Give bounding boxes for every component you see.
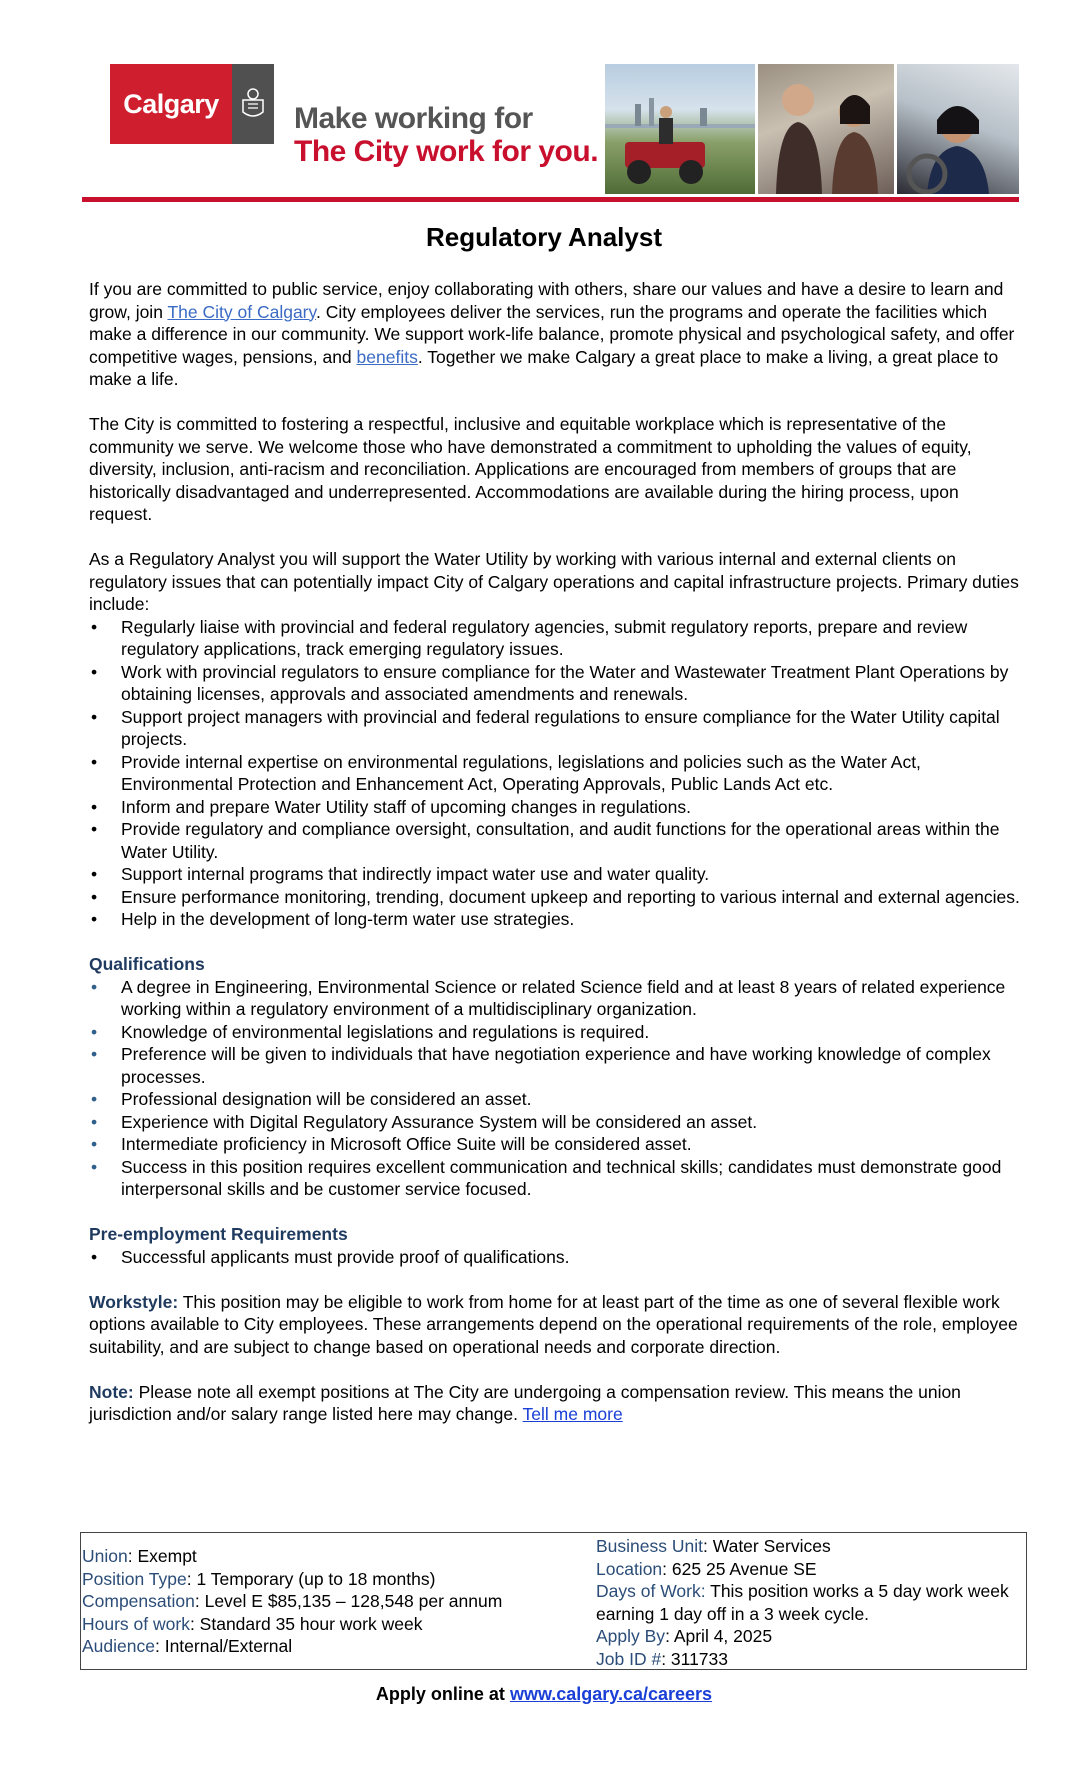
location-row: Location: 625 25 Avenue SE	[596, 1558, 817, 1579]
list-item: • Support project managers with provincial and federal regulations to ensure compliance for the Water Utility capital projects.	[91, 706, 1000, 749]
list-item: • Ensure performance monitoring, trending, document upkeep and reporting to various internal and external agencies.	[91, 886, 1020, 907]
pre-employment-list	[89, 1246, 1023, 1269]
list-item: • Experience with Digital Regulatory Assurance System will be considered an asset.	[91, 1111, 758, 1132]
days-of-work-row: Days of Work: This position works a 5 day work week earning 1 day off in a 3 week cycle.	[596, 1581, 1009, 1624]
pre-employment-heading: Pre-employment Requirements	[89, 1224, 348, 1244]
list-item: • Intermediate proficiency in Microsoft Office Suite will be considered asset.	[91, 1134, 692, 1154]
list-item: • Work with provincial regulators to ensure compliance for the Water and Wastewater Treatment Plant Operations by obtaining licenses, approvals and associated amendments and renewals.	[91, 661, 1009, 704]
job-details-right	[596, 1535, 1016, 1670]
intro-paragraph-3: As a Regulatory Analyst you will support the Water Utility by working with various internal and external clients on regulatory issues that can potentially impact City of Calgary operations and capital infrastructure projects. Primary duties include:	[89, 549, 1019, 614]
list-item: • Provide regulatory and compliance oversight, consultation, and audit functions for the operational areas within the Water Utility.	[91, 819, 1000, 862]
qualifications-list	[89, 976, 1023, 1201]
tell-me-more-link[interactable]: Tell me more	[522, 1404, 623, 1424]
intro-text-a: If you are committed to public service, enjoy collaborating with others, share our values and have a desire to learn and grow, join	[89, 279, 1004, 322]
tagline-line-1: Make working for	[294, 102, 533, 135]
intro-text-b: . City employees deliver the services, run the programs and operate the facilities which make a difference in our community. We support work-life balance, promote physical and psychological safety, and offer competitive wages, pensions, and	[89, 301, 1015, 367]
duties-list	[89, 616, 1023, 931]
hours-of-work-row: Hours of work: Standard 35 hour work week	[82, 1613, 423, 1634]
list-item: • Regularly liaise with provincial and federal regulatory agencies, submit regulatory reports, prepare and review regulatory applications, track emerging regulatory issues.	[91, 616, 968, 659]
workstyle-paragraph	[89, 1291, 1023, 1359]
benefits-link[interactable]: benefits	[356, 346, 418, 367]
apply-online-text: Apply online at	[375, 1684, 510, 1704]
job-details-table	[80, 1532, 1027, 1670]
list-item: • Preference will be given to individuals that have negotiation experience and have working knowledge of complex processes.	[91, 1044, 991, 1087]
list-item: • Support internal programs that indirectly impact water use and water quality.	[91, 864, 710, 884]
list-item: • Inform and prepare Water Utility staff of upcoming changes in regulations.	[91, 796, 692, 817]
workstyle-text: This position may be eligible to work from home for at least part of the time as one of several flexible work options available to City employees. These arrangements depend on the operational requirements of the role, employee suitability, and are subject to change based on operational needs and corporate direction.	[89, 1291, 1018, 1357]
position-type-row: Position Type: 1 Temporary (up to 18 months)	[82, 1568, 436, 1589]
page-title: Regulatory Analyst	[426, 222, 662, 252]
header-banner	[82, 62, 1019, 202]
note-text: Please note all exempt positions at The City are undergoing a compensation review. This means the union jurisdiction and/or salary range listed here may change.	[89, 1381, 961, 1424]
tagline-line-2: The City work for you.	[294, 135, 599, 168]
qualifications-heading: Qualifications	[89, 954, 205, 974]
job-id-row: Job ID #: 311733	[596, 1648, 729, 1669]
job-description	[89, 278, 1023, 1426]
list-item: • Provide internal expertise on environmental regulations, legislations and policies such as the Water Act, Environmental Protection and Enhancement Act, Operating Approvals, Public Lands Act etc.	[91, 751, 921, 794]
calgary-logo	[110, 64, 232, 144]
intro-paragraph-2: The City is committed to fostering a respectful, inclusive and equitable workplace which is representative of the community we serve. We welcome those who have demonstrated a commitment to upholding the values of equity, diversity, inclusion, anti-racism and reconciliation. Applications are encouraged from members of groups that are historically disadvantaged and underrepresented. Accommodations are available during the hiring process, upon request.	[89, 414, 972, 524]
intro-paragraph-1	[89, 278, 1023, 391]
banner-photo-transit-operator	[897, 64, 1019, 194]
banner-photo-groundskeeper	[605, 64, 755, 194]
compensation-row: Compensation: Level E $85,135 – 128,548 per annum	[82, 1591, 503, 1611]
list-item: • Knowledge of environmental legislations and regulations is required.	[91, 1021, 650, 1042]
business-unit-row: Business Unit: Water Services	[596, 1536, 831, 1556]
workstyle-label: Workstyle:	[89, 1291, 179, 1312]
calgary-logo-text: Calgary	[123, 88, 219, 119]
audience-row: Audience: Internal/External	[82, 1636, 293, 1656]
union-row: Union: Exempt	[82, 1546, 197, 1566]
list-item: • Success in this position requires excellent communication and technical skills; candidates must demonstrate good interpersonal skills and be customer service focused.	[91, 1156, 1002, 1199]
note-paragraph	[89, 1381, 1023, 1426]
note-label: Note:	[89, 1381, 134, 1402]
banner-photo-office-workers	[758, 64, 894, 194]
list-item: • Professional designation will be considered an asset.	[91, 1089, 532, 1109]
banner-red-rule	[82, 197, 1019, 202]
careers-link[interactable]: www.calgary.ca/careers	[509, 1684, 713, 1704]
list-item: • Help in the development of long-term water use strategies.	[91, 909, 575, 929]
apply-online-footer	[0, 1684, 1088, 1705]
list-item: • A degree in Engineering, Environmental Science or related Science field and at least 8 years of related experience working within a regulatory environment of a multidisciplinary organization.	[91, 976, 1006, 1019]
banner-tagline	[294, 102, 598, 168]
job-details-left	[82, 1545, 502, 1658]
intro-text-c: . Together we make Calgary a great place to make a living, a great place to make a life.	[89, 346, 999, 389]
apply-by-row: Apply By: April 4, 2025	[596, 1626, 773, 1646]
crest-icon	[232, 64, 274, 144]
list-item: • Successful applicants must provide proof of qualifications.	[91, 1246, 570, 1267]
city-of-calgary-link[interactable]: The City of Calgary	[167, 301, 316, 322]
